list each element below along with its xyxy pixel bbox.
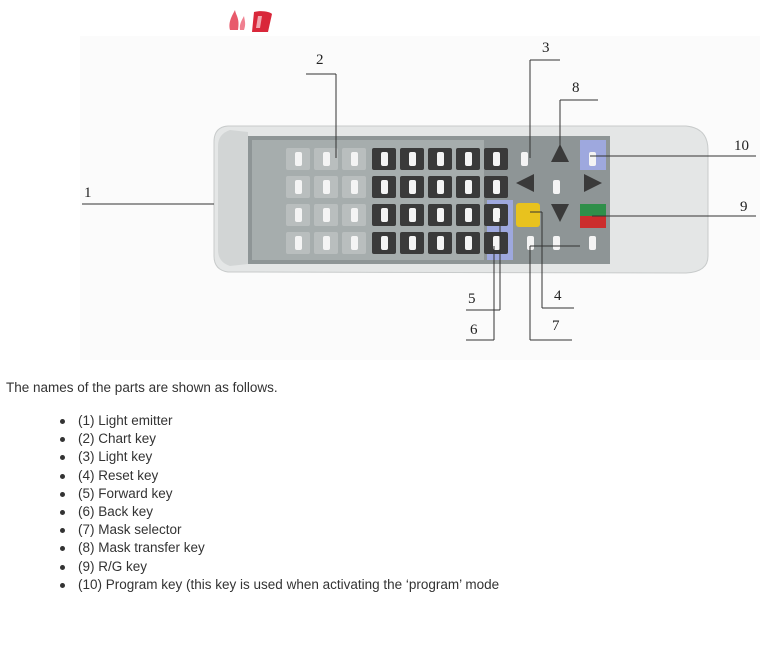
callout-8: 8 [572,80,580,96]
remote-key-cap [323,180,330,194]
list-item: (9) R/G key [58,558,499,576]
remote-key-cap [295,180,302,194]
remote-key-cap [521,152,528,166]
intro-text: The names of the parts are shown as follows. [6,380,278,395]
remote-key-cap [465,152,472,166]
callout-3: 3 [542,40,550,56]
remote-key-cap [381,152,388,166]
list-item: (1) Light emitter [58,412,499,430]
list-item: (4) Reset key [58,467,499,485]
remote-key-cap [437,208,444,222]
list-item: (7) Mask selector [58,521,499,539]
remote-key-cap [409,236,416,250]
remote-key-cap [295,208,302,222]
remote-key-cap [409,180,416,194]
remote-key-cap [409,152,416,166]
yellow-key [516,203,540,227]
callout-5: 5 [468,291,476,307]
remote-key-cap [437,236,444,250]
list-item: (10) Program key (this key is used when activating the ‘program’ mode [58,576,499,594]
remote-key-cap [589,236,596,250]
remote-key-cap [409,208,416,222]
remote-key-cap [351,236,358,250]
remote-key-cap [323,152,330,166]
remote-key-cap [465,180,472,194]
remote-key-cap [381,208,388,222]
remote-key-cap [553,236,560,250]
callout-2: 2 [316,52,324,68]
remote-key-cap [493,180,500,194]
list-item: (2) Chart key [58,430,499,448]
remote-key-cap [493,208,500,222]
callout-9: 9 [740,199,748,215]
remote-key-cap [465,208,472,222]
remote-key-cap [589,152,596,166]
parts-list [58,412,499,594]
list-item: (8) Mask transfer key [58,539,499,557]
remote-key-cap [381,236,388,250]
list-item: (3) Light key [58,448,499,466]
remote-key-cap [493,152,500,166]
callout-10: 10 [734,138,749,154]
remote-key-cap [351,180,358,194]
list-item: (6) Back key [58,503,499,521]
remote-key-cap [553,180,560,194]
remote-key-cap [351,208,358,222]
remote-key-cap [437,180,444,194]
remote-key-cap [323,236,330,250]
callout-6: 6 [470,322,478,338]
callout-4: 4 [554,288,562,304]
remote-key-cap [295,152,302,166]
remote-key-cap [351,152,358,166]
remote-key-cap [437,152,444,166]
remote-key-cap [323,208,330,222]
list-item: (5) Forward key [58,485,499,503]
remote-key-cap [295,236,302,250]
callout-1: 1 [84,185,92,201]
remote-key-cap [381,180,388,194]
rg-key [580,204,606,216]
remote-key-cap [465,236,472,250]
callout-7: 7 [552,318,560,334]
